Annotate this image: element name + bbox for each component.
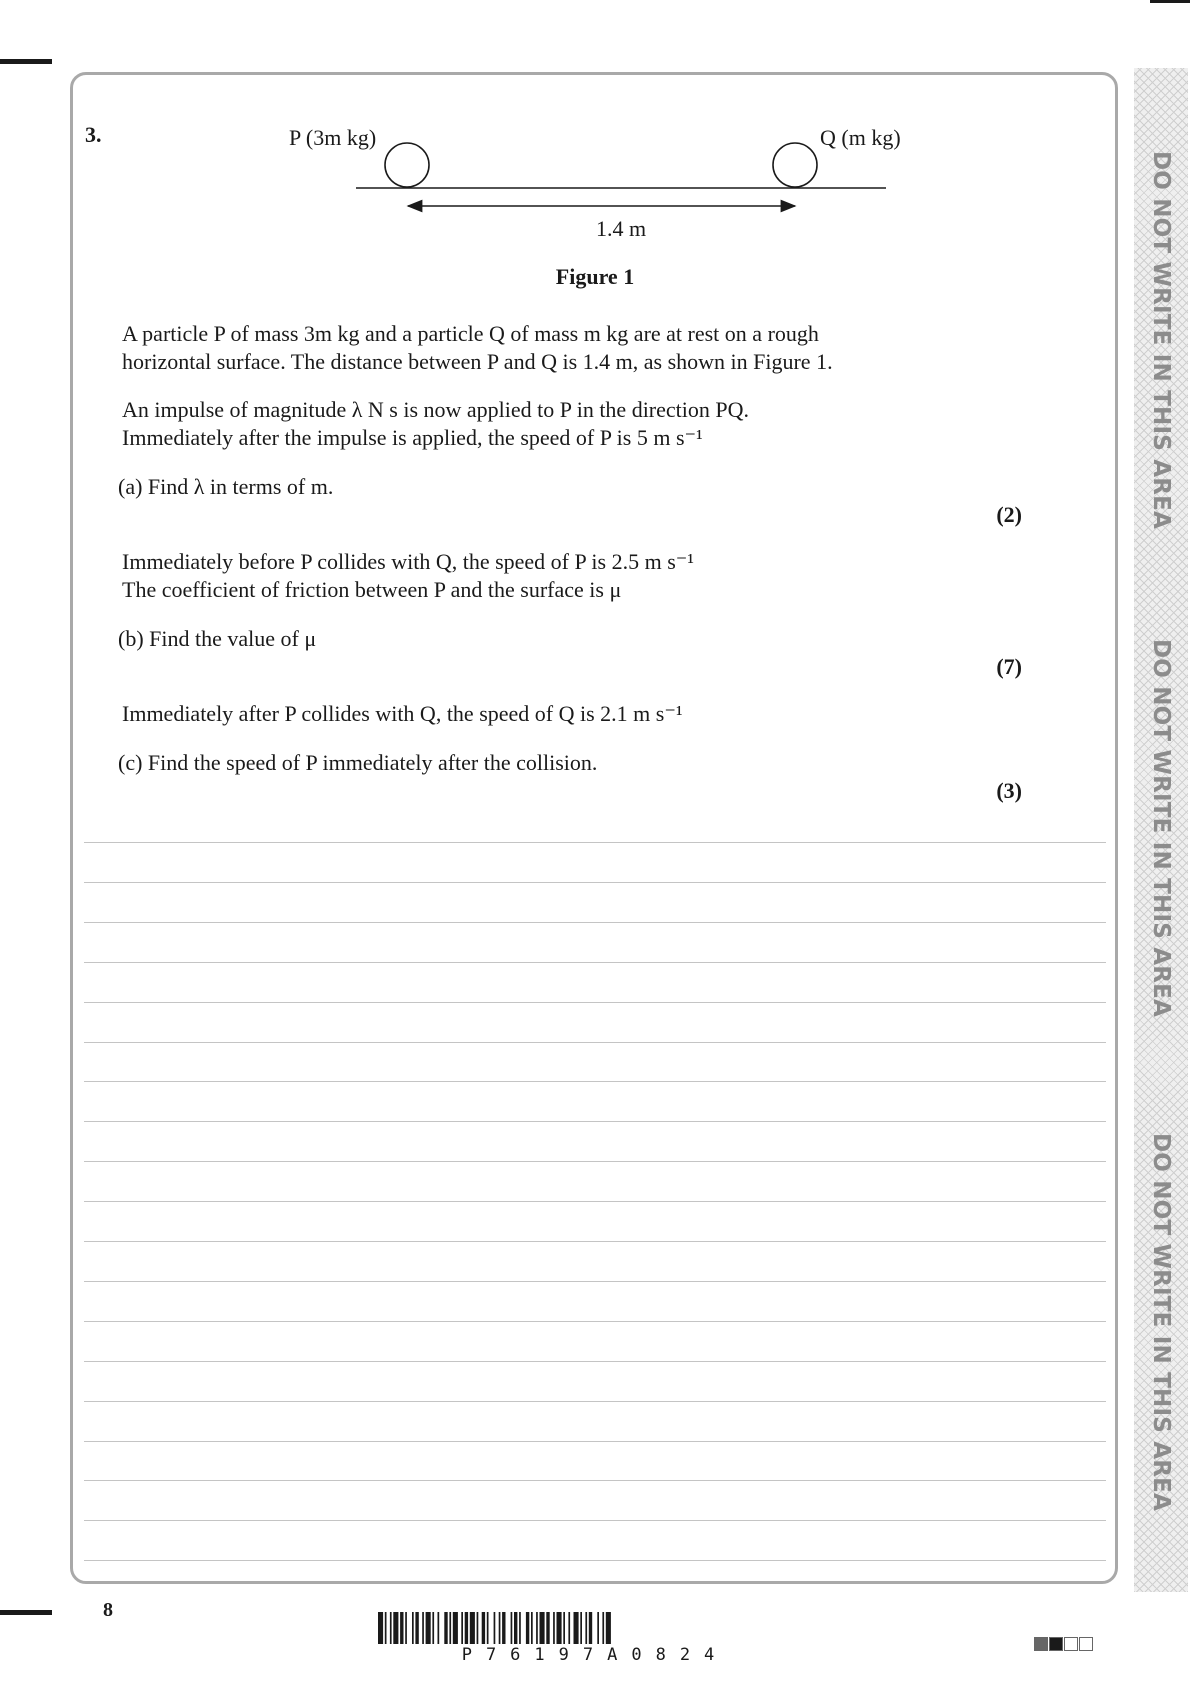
answer-line[interactable] — [84, 1361, 1106, 1362]
answer-line[interactable] — [84, 1121, 1106, 1122]
particle-p — [385, 143, 429, 187]
marker-box-4 — [1079, 1637, 1093, 1651]
barcode-text: P76197A0824 — [461, 1645, 729, 1665]
barcode-bar — [422, 1612, 424, 1644]
barcode-bar — [400, 1612, 403, 1644]
label-p-text: P (3m kg) — [289, 125, 377, 150]
answer-line[interactable] — [84, 842, 1106, 843]
answer-line[interactable] — [84, 962, 1106, 963]
barcode-bar — [453, 1612, 458, 1644]
barcode-bar — [546, 1612, 549, 1644]
answer-line[interactable] — [84, 1480, 1106, 1481]
marker-box-1 — [1034, 1637, 1048, 1651]
barcode-bar — [487, 1612, 489, 1644]
barcode-bar — [482, 1612, 485, 1644]
impulse-line-2: Immediately after the impulse is applied, the speed of P is 5 m s⁻¹ — [122, 425, 703, 450]
before-line-2: The coefficient of friction between P and the surface is μ — [122, 577, 622, 602]
barcode-bar — [499, 1612, 501, 1644]
answer-line[interactable] — [84, 1002, 1106, 1003]
marker-box-2 — [1049, 1637, 1063, 1651]
part-a: (a) Find λ in terms of m. — [118, 474, 334, 499]
barcode — [378, 1612, 812, 1644]
distance-label: 1.4 m — [596, 216, 647, 241]
barcode-bar — [580, 1612, 582, 1644]
answer-line[interactable] — [84, 1321, 1106, 1322]
barcode-bar — [540, 1612, 545, 1644]
barcode-bar — [494, 1612, 496, 1644]
after-line-1: Immediately after P collides with Q, the speed of Q is 2.1 m s⁻¹ — [122, 701, 683, 726]
answer-line[interactable] — [84, 922, 1106, 923]
barcode-bar — [563, 1612, 565, 1644]
page-number: 8 — [103, 1599, 113, 1621]
barcode-bar — [597, 1612, 599, 1644]
barcode-bar — [461, 1612, 463, 1644]
answer-line[interactable] — [84, 1401, 1106, 1402]
marks-b: (7) — [996, 654, 1022, 679]
barcode-bar — [589, 1612, 592, 1644]
marks-a: (2) — [996, 502, 1022, 527]
barcode-bar — [553, 1612, 555, 1644]
answer-line[interactable] — [84, 1161, 1106, 1162]
side-warning-1: DO NOT WRITE IN THIS AREA — [1148, 150, 1174, 530]
answer-line[interactable] — [84, 1042, 1106, 1043]
barcode-bar — [568, 1612, 570, 1644]
barcode-bar — [585, 1612, 587, 1644]
barcode-bar — [602, 1612, 604, 1644]
barcode-bar — [385, 1612, 387, 1644]
barcode-bar — [444, 1612, 447, 1644]
barcode-bar — [526, 1612, 529, 1644]
barcode-bar — [557, 1612, 562, 1644]
part-b: (b) Find the value of μ — [118, 626, 317, 651]
intro-paragraph — [122, 320, 833, 376]
intro-line-2: horizontal surface. The distance between P and Q is 1.4 m, as shown in Figure 1. — [122, 349, 833, 374]
answer-line[interactable] — [84, 1281, 1106, 1282]
barcode-bar — [412, 1612, 414, 1644]
question-number: 3. — [85, 122, 102, 147]
barcode-bar — [574, 1612, 579, 1644]
barcode-bar — [432, 1612, 434, 1644]
answer-line[interactable] — [84, 1441, 1106, 1442]
intro-line-1: A particle P of mass 3m kg and a particle Q of mass m kg are at rest on a rough — [122, 321, 819, 346]
label-q — [820, 125, 901, 151]
barcode-bar — [470, 1612, 475, 1644]
figure-1-diagram — [0, 0, 1190, 250]
particle-q — [773, 143, 817, 187]
figure-caption: Figure 1 — [555, 264, 635, 289]
impulse-line-1: An impulse of magnitude λ N s is now applied to P in the direction PQ. — [122, 397, 750, 422]
barcode-bar — [514, 1612, 517, 1644]
barcode-bar — [415, 1612, 418, 1644]
answer-frame — [70, 72, 1118, 1584]
before-paragraph — [122, 548, 694, 604]
barcode-bar — [606, 1612, 611, 1644]
barcode-bar — [502, 1612, 505, 1644]
barcode-bar — [426, 1612, 431, 1644]
barcode-bar — [511, 1612, 513, 1644]
label-p — [289, 125, 376, 151]
corner-mark-bottom-left — [0, 1610, 52, 1615]
side-warning-2: DO NOT WRITE IN THIS AREA — [1148, 638, 1174, 1018]
marks-c: (3) — [996, 778, 1022, 803]
barcode-bar — [449, 1612, 451, 1644]
answer-line[interactable] — [84, 1081, 1106, 1082]
answer-line[interactable] — [84, 1520, 1106, 1521]
before-line-1: Immediately before P collides with Q, the speed of P is 2.5 m s⁻¹ — [122, 549, 694, 574]
barcode-bar — [536, 1612, 538, 1644]
after-paragraph — [122, 700, 683, 728]
impulse-paragraph — [122, 396, 749, 452]
barcode-bar — [519, 1612, 521, 1644]
label-q-text: Q (m kg) — [820, 125, 901, 150]
side-warning-3: DO NOT WRITE IN THIS AREA — [1148, 1132, 1174, 1512]
barcode-bar — [531, 1612, 533, 1644]
marker-box-3 — [1064, 1637, 1078, 1651]
barcode-bar — [438, 1612, 440, 1644]
answer-line[interactable] — [84, 1241, 1106, 1242]
barcode-bar — [465, 1612, 468, 1644]
answer-line[interactable] — [84, 1560, 1106, 1561]
part-c: (c) Find the speed of P immediately after the collision. — [118, 750, 598, 775]
barcode-bar — [390, 1612, 392, 1644]
barcode-bar — [393, 1612, 398, 1644]
answer-line[interactable] — [84, 1201, 1106, 1202]
answer-line[interactable] — [84, 882, 1106, 883]
barcode-bar — [477, 1612, 479, 1644]
barcode-bar — [378, 1612, 383, 1644]
page-marker-boxes — [1034, 1637, 1094, 1651]
barcode-bar — [405, 1612, 407, 1644]
